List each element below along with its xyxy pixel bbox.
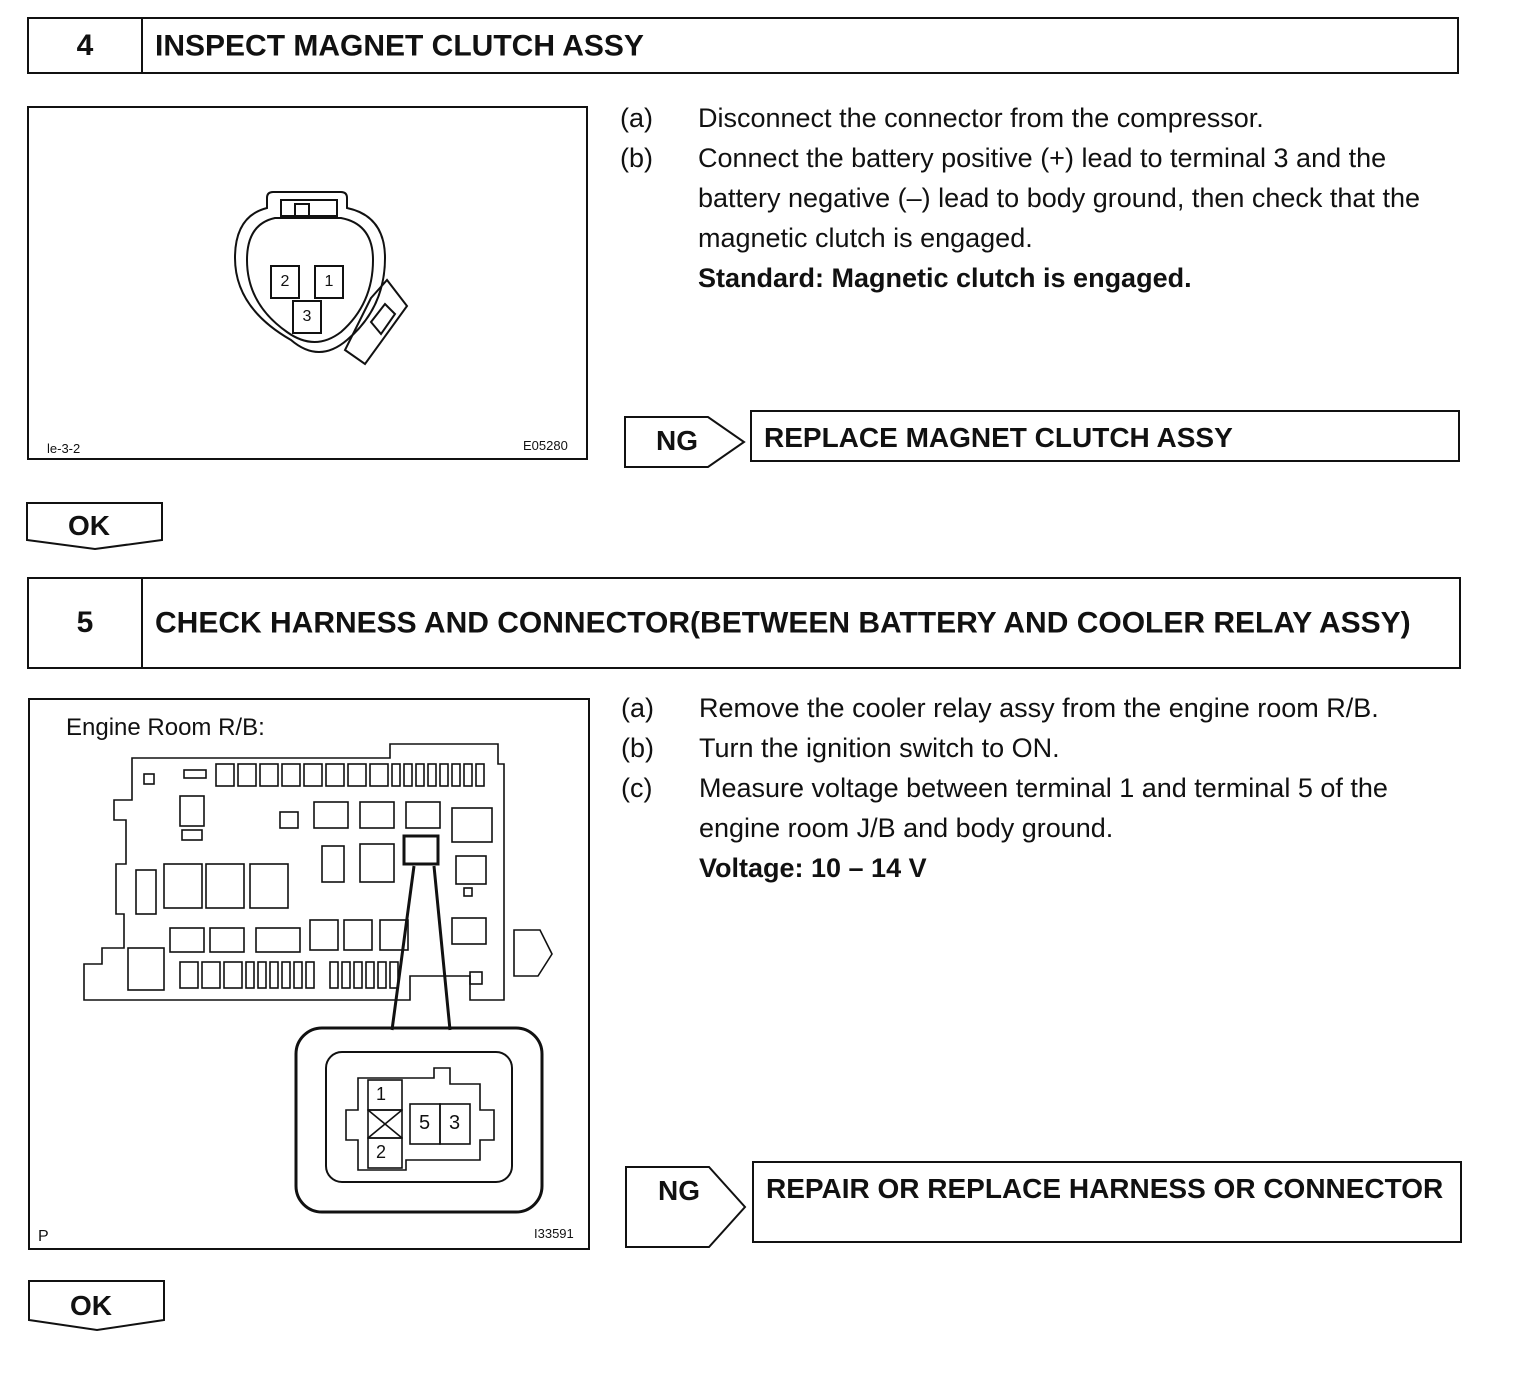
step-number: 4 (29, 19, 143, 72)
step-number: 5 (29, 579, 143, 667)
terminal-3: 3 (292, 300, 322, 334)
step-4-header (27, 17, 1459, 74)
step-4-instructions (620, 98, 1470, 298)
ng-label: NG (658, 1175, 700, 1206)
terminal-2: 2 (270, 265, 300, 299)
voltage-standard: Voltage: 10 – 14 V (699, 853, 927, 883)
terminal-2-label: 2 (376, 1142, 387, 1162)
step-title: CHECK HARNESS AND CONNECTOR(BETWEEN BATTERY AND COOLER RELAY ASSY) (155, 606, 1411, 640)
instruction-b: (b) Connect the battery positive (+) lead to terminal 3 and the battery negative (–) lead to body ground, then check that the magnetic clutch is engaged. (620, 143, 1420, 253)
instruction-a: (a) Disconnect the connector from the compressor. (620, 103, 1264, 133)
figure-code-left: le-3-2 (47, 441, 81, 456)
ng-action-box: REPAIR OR REPLACE HARNESS OR CONNECTOR (752, 1161, 1462, 1243)
terminal-5-label: 5 (419, 1112, 431, 1134)
ng-label: NG (656, 425, 698, 456)
instruction-a: (a) Remove the cooler relay assy from the engine room R/B. (621, 693, 1379, 723)
figure-code-right: I33591 (534, 1226, 574, 1241)
ok-label: OK (70, 1290, 112, 1321)
terminal-3-label: 3 (449, 1112, 461, 1134)
standard-value: Standard: Magnetic clutch is engaged. (698, 263, 1192, 293)
terminal-1-label: 1 (376, 1084, 387, 1104)
figure-code-left: P (38, 1228, 49, 1245)
magnet-clutch-connector-figure (27, 106, 588, 460)
compressor-connector-diagram (29, 108, 586, 458)
step-5-header (27, 577, 1461, 669)
ok-label: OK (68, 510, 110, 541)
figure-code-right: E05280 (523, 438, 568, 453)
ng-action-box: REPLACE MAGNET CLUTCH ASSY (750, 410, 1460, 462)
terminal-1: 1 (314, 265, 344, 299)
relay-block-diagram (30, 700, 588, 1248)
step-title: INSPECT MAGNET CLUTCH ASSY (155, 29, 644, 62)
step-5-instructions (621, 688, 1471, 888)
instruction-c: (c) Measure voltage between terminal 1 and terminal 5 of the engine room J/B and body ground. (621, 773, 1388, 843)
figure-caption: Engine Room R/B: (66, 714, 265, 741)
instruction-b: (b) Turn the ignition switch to ON. (621, 733, 1060, 763)
engine-room-relay-block-figure (28, 698, 590, 1250)
